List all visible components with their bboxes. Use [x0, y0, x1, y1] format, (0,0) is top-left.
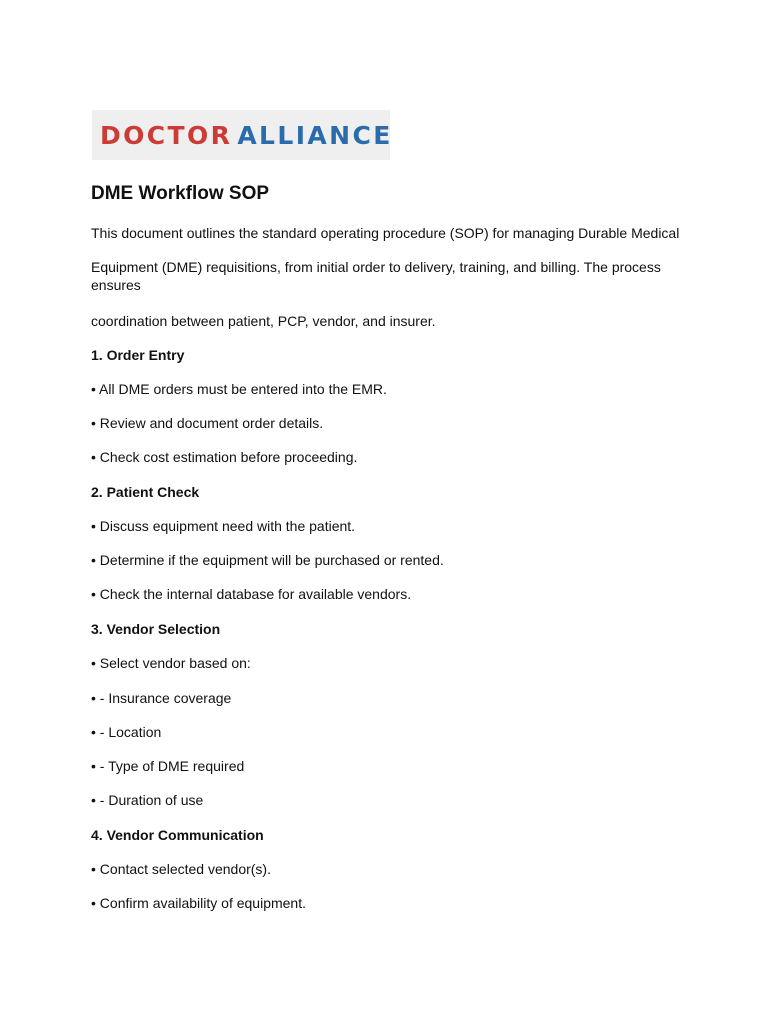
list-item: • Check the internal database for available vendors. [91, 586, 412, 602]
list-item: • - Duration of use [91, 792, 204, 808]
list-item: • Review and document order details. [91, 415, 324, 431]
intro-line-2: Equipment (DME) requisitions, from initial order to delivery, training, and billing. The process ensures [91, 259, 661, 293]
list-item: • Confirm availability of equipment. [91, 895, 306, 911]
list-item: • All DME orders must be entered into the EMR. [91, 381, 387, 397]
list-item: • - Insurance coverage [91, 690, 232, 706]
list-item: • Check cost estimation before proceeding. [91, 449, 358, 465]
doctor-alliance-logo [92, 110, 393, 160]
section-heading-order-entry: 1. Order Entry [91, 347, 185, 363]
list-item: • - Type of DME required [91, 758, 245, 774]
section-heading-vendor-selection: 3. Vendor Selection [91, 621, 221, 637]
list-item: • Select vendor based on: [91, 655, 251, 671]
list-item: • - Location [91, 724, 162, 740]
logo-word-alliance: ALLIANCE [237, 120, 393, 150]
list-item: • Determine if the equipment will be purchased or rented. [91, 552, 444, 568]
intro-line-1: This document outlines the standard operating procedure (SOP) for managing Durable Medical [91, 225, 680, 241]
list-item: • Contact selected vendor(s). [91, 861, 271, 877]
section-heading-vendor-communication: 4. Vendor Communication [91, 827, 264, 843]
intro-line-3: coordination between patient, PCP, vendor, and insurer. [91, 313, 436, 329]
section-heading-patient-check: 2. Patient Check [91, 484, 200, 500]
document-title: DME Workflow SOP [91, 183, 270, 204]
logo-word-doctor: DOCTOR [100, 120, 233, 150]
list-item: • Discuss equipment need with the patient. [91, 518, 356, 534]
